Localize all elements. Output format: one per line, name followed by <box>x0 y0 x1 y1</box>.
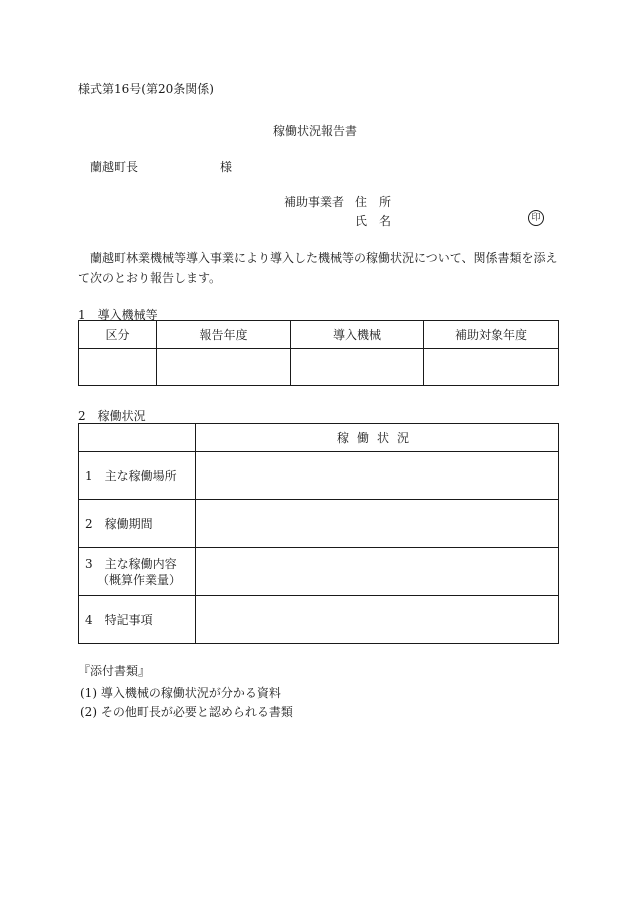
table-row <box>79 596 559 644</box>
row-label-text: 3 主な稼働内容 <box>85 556 177 571</box>
form-number: 様式第16号(第20条関係) <box>78 82 214 96</box>
column-header-equipment: 導入機械 <box>291 321 424 349</box>
addressee-honorific: 様 <box>220 160 233 174</box>
table-row <box>79 452 559 500</box>
row-label-period <box>79 500 196 548</box>
table-row <box>79 500 559 548</box>
row-label-subtext: （概算作業量） <box>97 572 182 587</box>
equipment-header-row <box>79 321 559 349</box>
category-cell[interactable] <box>79 349 157 386</box>
content-cell[interactable] <box>196 548 559 596</box>
equipment-table <box>78 320 559 386</box>
attachment-item: (1) 導入機械の稼働状況が分かる資料 <box>80 686 281 700</box>
seal-mark: 印 <box>528 210 544 226</box>
location-cell[interactable] <box>196 452 559 500</box>
row-label-text: 4 特記事項 <box>85 612 153 627</box>
row-label-content <box>79 548 196 596</box>
applicant-role-label: 補助事業者 <box>284 195 345 209</box>
attachment-item: (2) その他町長が必要と認められる書類 <box>80 705 293 719</box>
column-header-report-year: 報告年度 <box>157 321 291 349</box>
section1-heading: 1 導入機械等 <box>78 308 158 322</box>
column-header-category: 区分 <box>79 321 157 349</box>
attachments-heading: 『添付書類』 <box>78 664 151 678</box>
row-label-location <box>79 452 196 500</box>
equipment-entry-row <box>79 349 559 386</box>
row-label-header <box>79 424 196 452</box>
table-row <box>79 548 559 596</box>
equipment-cell[interactable] <box>291 349 424 386</box>
operation-header-row <box>79 424 559 452</box>
name-label: 氏 名 <box>355 214 392 228</box>
addressee-name: 蘭越町長 <box>90 160 139 174</box>
period-cell[interactable] <box>196 500 559 548</box>
report-statement: 蘭越町林業機械等導入事業により導入した機械等の稼働状況について、関係書類を添えて次のとおり報告します。 <box>78 251 558 285</box>
address-label: 住 所 <box>355 195 392 209</box>
page-title: 稼働状況報告書 <box>272 124 357 138</box>
column-header-subsidy-year: 補助対象年度 <box>424 321 559 349</box>
row-label-text: 2 稼働期間 <box>85 516 153 531</box>
report-year-cell[interactable] <box>157 349 291 386</box>
subsidy-year-cell[interactable] <box>424 349 559 386</box>
row-label-notes <box>79 596 196 644</box>
operation-status-header: 稼働状況 <box>196 424 559 452</box>
notes-cell[interactable] <box>196 596 559 644</box>
operation-status-table <box>78 423 559 644</box>
section2-heading: 2 稼働状況 <box>78 409 146 423</box>
row-label-text: 1 主な稼働場所 <box>85 468 177 483</box>
